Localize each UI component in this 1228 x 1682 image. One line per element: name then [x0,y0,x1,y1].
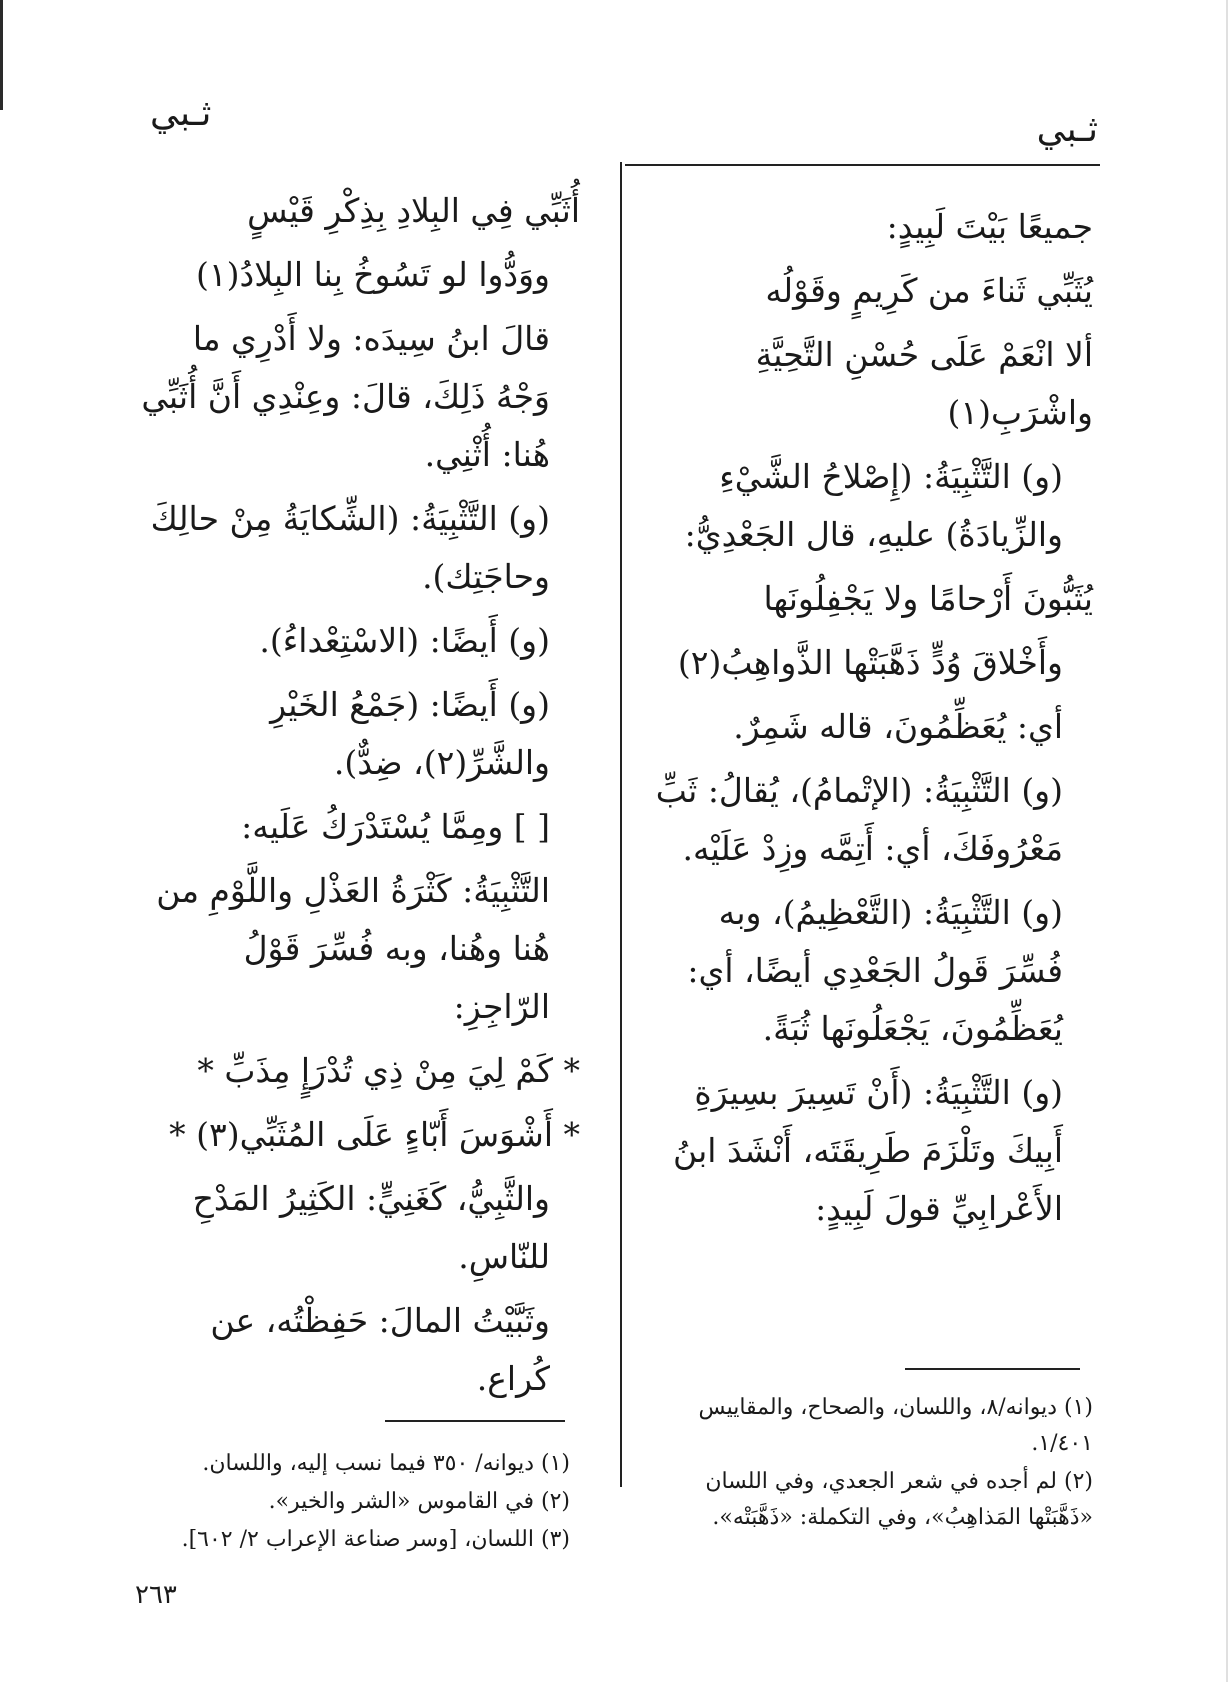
rajaz-verse: * كَمْ لِيَ مِنْ ذِي تُدْرَإٍ مِذَبِّ * [197,1051,580,1090]
running-header-right: ثـبي [1036,109,1098,150]
entry-paragraph: (و) التَّثْبِيَةُ: (التَّعْظِيمُ)، وبه فُسِّرَ قَولُ الجَعْدِي أيضًا، أي: يُعَظِّمُونَ، يَجْعَلُونَها ثُبَةً. [687,893,1063,1048]
entry-paragraph: وثَبَّيْتُ المالَ: حَفِظْتُه، عن كُراع. [210,1301,550,1398]
footnote: (١) ديوانه/٨، واللسان، والصحاح، والمقاييس ١/٤٠١. [698,1395,1093,1456]
verse-line: يُثَبِّي ثَناءَ من كَرِيمٍ وقَوْلُه [765,271,1093,310]
footnote: (٢) لم أجده في شعر الجعدي، وفي اللسان «ذَهَّبَتْها المَذاهِبُ»، وفي التكملة: «ذَهَّبَتْه». [705,1469,1093,1530]
column-divider [620,162,622,1487]
footnote-rule-right [905,1368,1080,1370]
entry-paragraph: (و) التَّثْبِيَةُ: (أَنْ تَسِيرَ بسِيرَةِ أَبِيكَ وتَلْزَمَ طَرِيقَتَه، أَنْشَدَ ابنُ الأَعْرابِيِّ قولَ لَبِيدٍ: [672,1073,1063,1228]
entry-paragraph: والثَّبِيُّ، كَغَنِيٍّ: الكَثِيرُ المَدْحِ للنّاسِ. [192,1179,550,1276]
left-column [140,182,580,1414]
entry-paragraph: (و) التَّثْبِيَةُ: (الإتْمامُ)، يُقالُ: ثَبِّ مَعْرُوفَكَ، أي: أَتِمَّه وزِدْ عَلَيْه. [655,771,1063,868]
page-number: ٢٦٣ [135,1580,177,1610]
entry-paragraph: التَّثْبِيَةُ: كَثْرَةُ العَذْلِ واللَّوْمِ من هُنا وهُنا، وبه فُسِّرَ قَوْلُ الرّاجِزِ: [156,871,550,1026]
footnote: (٣) اللسان، [وسر صناعة الإعراب ٢/ ٦٠٢]. [181,1527,570,1552]
right-column [653,198,1093,1244]
footnotes-right [638,1390,1093,1538]
scan-edge-left [0,0,3,110]
entry-paragraph: (و) أَيضًا: (جَمْعُ الخَيْرِ والشَّرِّ(٢)، ضِدٌّ). [270,685,550,782]
running-header-left: ثـبي [150,93,212,134]
verse-line: ووَدُّوا لو تَسُوخُ بِنا البِلادُ(١) [196,255,550,294]
footnote: (٢) في القاموس «الشر والخير». [268,1489,570,1514]
verse-line: يُثَبُّونَ أَرْحامًا ولا يَجْفِلُونَها [763,579,1093,618]
verse-line: ألا انْعَمْ عَلَى حُسْنِ التَّحِيَّةِ واشْرَبِ(١) [755,335,1093,432]
entry-paragraph: (و) أَيضًا: (الاسْتِعْداءُ). [259,621,550,660]
supplement-heading: [ ] ومِمَّا يُسْتَدْرَكُ عَلَيه: [241,807,550,846]
entry-paragraph: (و) التَّثْبِيَةُ: (إِصْلاحُ الشَّيْءِ والزِّيادَةُ) عليهِ، قال الجَعْدِيُّ: [684,457,1063,554]
rajaz-verse: * أَشْوَسَ أَبّاءٍ عَلَى المُثَبِّي(٣) * [169,1115,580,1154]
text-line: أي: يُعَظِّمُونَ، قاله شَمِرٌ. [733,707,1063,746]
verse-line: وأَخْلاقَ وُدٍّ ذَهَّبَتْها الذَّواهِبُ(٢) [677,643,1063,682]
verse-line: أُثَبِّي فِي البِلادِ بِذِكْرِ قَيْسٍ [247,191,580,230]
header-rule [625,164,1100,166]
footnotes-left [150,1446,570,1560]
entry-paragraph: (و) التَّثْبِيَةُ: (الشِّكايَةُ مِنْ حالِكَ وحاجَتِك). [150,499,550,596]
entry-paragraph: قالَ ابنُ سِيدَه: ولا أَدْرِي ما وَجْهُ ذَلِكَ، قالَ: وعِنْدِي أَنَّ أُثَبِّي هُنا: أُثْنِي. [141,319,550,474]
text-line: جميعًا بَيْتَ لَبِيدٍ: [886,207,1093,246]
footnote: (١) ديوانه/ ٣٥٠ فيما نسب إليه، واللسان. [202,1451,570,1476]
footnote-rule-left [385,1420,565,1422]
